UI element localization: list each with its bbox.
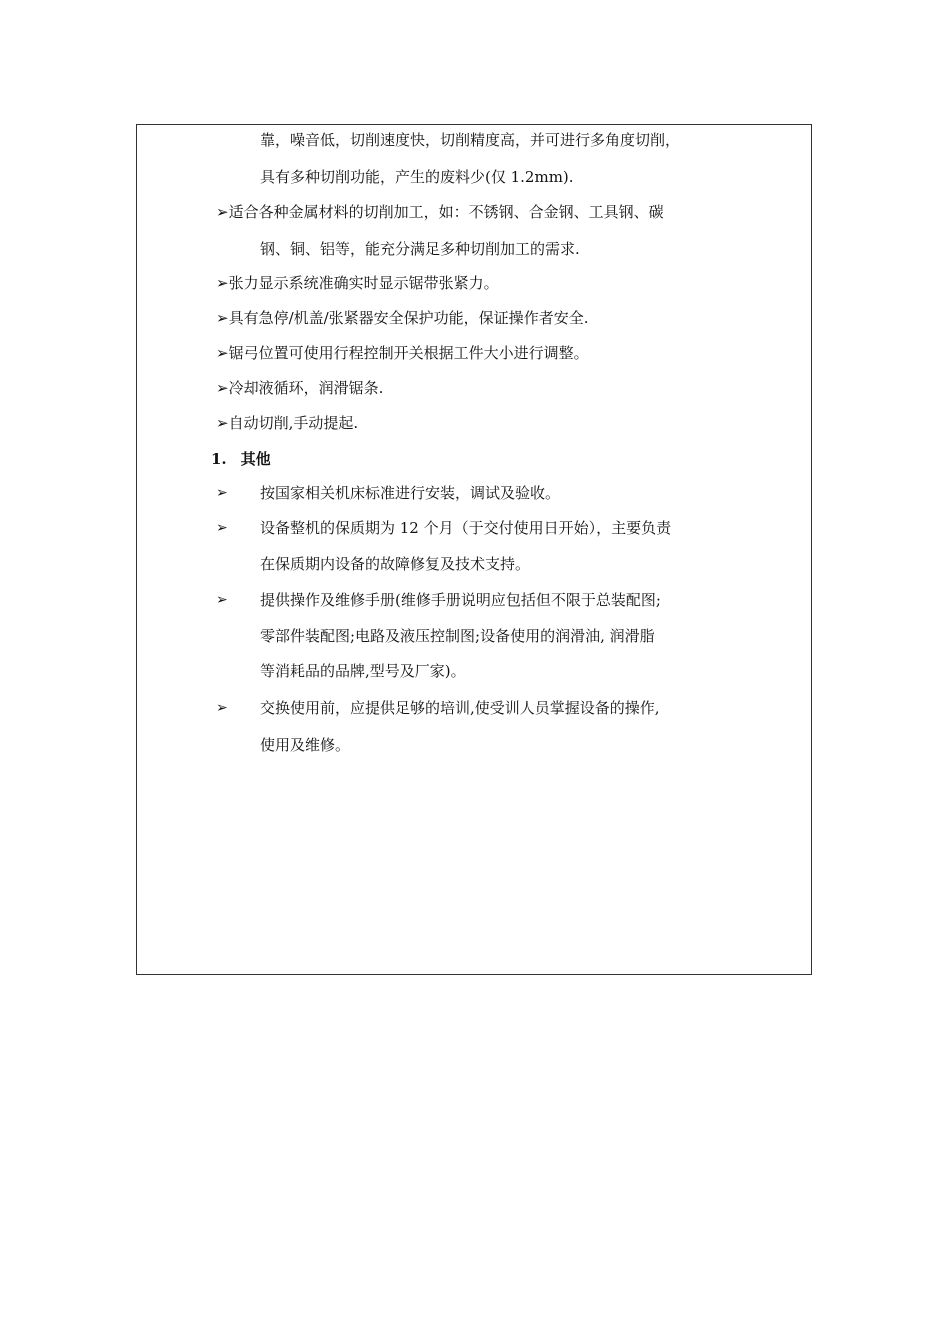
other-item-continuation: 使用及维修。 xyxy=(260,736,351,754)
other-item-continuation: 等消耗品的品牌,型号及厂家)。 xyxy=(260,662,466,680)
feature-item xyxy=(216,202,664,222)
feature-item xyxy=(216,343,589,363)
feature-item xyxy=(216,308,588,328)
feature-item xyxy=(216,413,358,433)
other-item-text: 交换使用前，应提供足够的培训,使受训人员掌握设备的操作, xyxy=(260,699,660,717)
intro-line-2: 具有多种切削功能，产生的废料少(仅 1.2mm). xyxy=(260,168,574,186)
other-item-continuation: 在保质期内设备的故障修复及技术支持。 xyxy=(260,555,531,573)
bullet-arrow-icon: ➢ xyxy=(216,379,229,397)
feature-text: 张力显示系统准确实时显示锯带张紧力。 xyxy=(228,274,499,292)
section-title: 其他 xyxy=(240,450,271,468)
feature-continuation: 钢、铜、铝等，能充分满足多种切削加工的需求. xyxy=(260,240,580,258)
section-heading xyxy=(211,449,271,469)
bullet-arrow-icon: ➢ xyxy=(216,485,228,501)
bullet-arrow-icon: ➢ xyxy=(216,700,228,716)
bullet-arrow-icon: ➢ xyxy=(216,203,229,221)
feature-text: 具有急停/机盖/张紧器安全保护功能，保证操作者安全. xyxy=(228,309,589,327)
bullet-arrow-icon: ➢ xyxy=(216,520,228,536)
feature-text: 冷却液循环，润滑锯条. xyxy=(228,379,384,397)
section-number: 1. xyxy=(211,450,227,468)
bullet-arrow-icon: ➢ xyxy=(216,592,228,608)
feature-text: 自动切削,手动提起. xyxy=(228,414,359,432)
feature-item xyxy=(216,273,499,293)
other-item-continuation: 零部件装配图;电路及液压控制图;设备使用的润滑油, 润滑脂 xyxy=(260,627,655,645)
other-item-text: 提供操作及维修手册(维修手册说明应包括但不限于总装配图; xyxy=(260,591,661,609)
feature-item xyxy=(216,378,383,398)
bullet-arrow-icon: ➢ xyxy=(216,274,229,292)
other-item-text: 设备整机的保质期为 12 个月（于交付使用日开始），主要负责 xyxy=(260,519,672,537)
feature-text: 适合各种金属材料的切削加工，如：不锈钢、合金钢、工具钢、碳 xyxy=(228,203,664,221)
other-item-text: 按国家相关机床标准进行安装，调试及验收。 xyxy=(260,484,561,502)
feature-text: 锯弓位置可使用行程控制开关根据工件大小进行调整。 xyxy=(228,344,589,362)
intro-line-1: 靠，噪音低，切削速度快，切削精度高，并可进行多角度切削， xyxy=(260,131,681,149)
bullet-arrow-icon: ➢ xyxy=(216,414,229,432)
bullet-arrow-icon: ➢ xyxy=(216,309,229,327)
bullet-arrow-icon: ➢ xyxy=(216,344,229,362)
